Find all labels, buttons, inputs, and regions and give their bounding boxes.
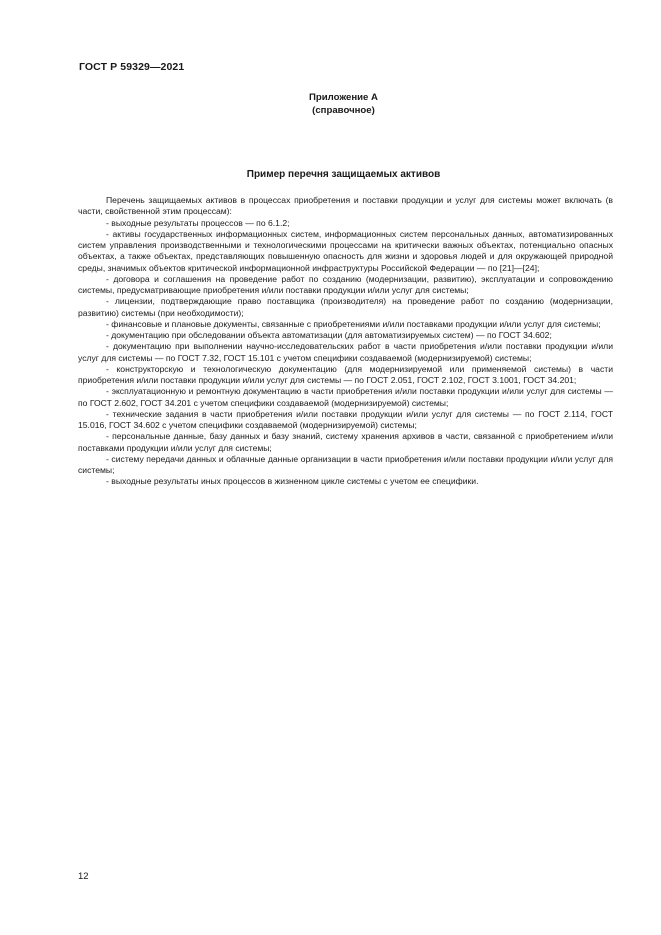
list-item: - лицензии, подтверждающие право поставщика (производителя) на проведение работ по созданию (модернизации, развитию) системы (при необходимости); [78,296,613,318]
list-item: - эксплуатационную и ремонтную документацию в части приобретения и/или поставки продукции и/или услуг для системы — по ГОСТ 2.602, ГОСТ 34.201 с учетом специфики создаваемой (модернизируемой) системы; [78,386,613,408]
list-item: - конструкторскую и технологическую документацию (для модернизируемой или применяемой системы) в части приобретения и/или поставки продукции и/или услуг для системы — по ГОСТ 2.051, ГОСТ 2.102, ГОСТ 3.1001, ГОСТ 34.201; [78,363,613,385]
intro-paragraph: Перечень защищаемых активов в процессах приобретения и поставки продукции и услуг для системы может включать (в части, свойственной этим процессам): [78,195,613,217]
list-item: - выходные результаты иных процессов в жизненном цикле системы с учетом ее специфики. [106,476,479,487]
appendix-type: (справочное) [312,104,375,116]
list-item: - активы государственных информационных систем, информационных систем персональных данных, автоматизированных систем управления производственными и технологическими процессами на критически важных объектах, потенциально опасных объектах, а также объектах, представляющих повышенную опасность для жизни и здоровья людей и для окружающей природной среды, значимых объектов критической информационной инфраструктуры Российской Федерации — по [21]—[24]; [78,228,613,273]
list-item: - документацию при выполнении научно-исследовательских работ в части приобретения и/или поставки продукции и/или услуг для системы — по ГОСТ 7.32, ГОСТ 15.101 с учетом специфики создаваемой (модернизируемой) системы; [78,341,613,363]
list-item: - документацию при обследовании объекта автоматизации (для автоматизируемых систем) — по ГОСТ 34.602; [106,330,552,340]
page-number: 12 [78,871,89,882]
appendix-heading [0,92,661,117]
document-body [78,195,613,488]
list-item: - финансовые и плановые документы, связанные с приобретениями и/или поставками продукции и/или услуг для системы; [106,318,601,329]
list-item: - договора и соглашения на проведение работ по созданию (модернизации, развитию), эксплуатации и сопровождению системы, предусматривающие приобретения и/или поставки продукции и/или услуг для системы; [78,273,613,295]
appendix-label: Приложение А [309,92,378,103]
list-item: - персональные данные, базу данных и базу знаний, систему хранения архивов в части, связанной с приобретением и/или поставками продукции и/или услуг для системы; [78,431,613,453]
list-item: - выходные результаты процессов — по 6.1.2; [106,217,290,228]
list-item: - систему передачи данных и облачные данные организации в части приобретения и/или поставки продукции и/или услуг для системы; [78,453,613,475]
document-header: ГОСТ Р 59329—2021 [79,61,185,73]
list-item: - технические задания в части приобретения и/или поставки продукции и/или услуг для системы — по ГОСТ 2.114, ГОСТ 15.016, ГОСТ 34.602 с учетом специфики создаваемой (модернизируемой) системы; [78,408,613,430]
section-title: Пример перечня защищаемых активов [246,169,441,180]
